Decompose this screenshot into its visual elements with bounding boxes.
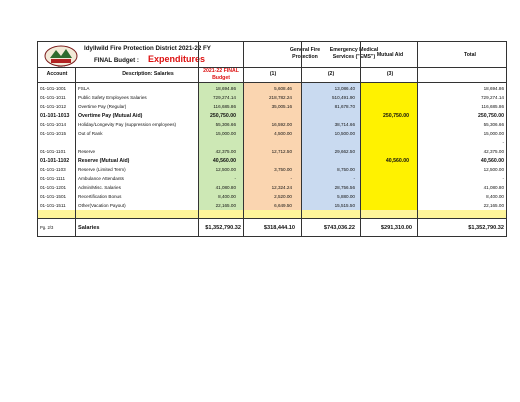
total-cell: 8,400.00 <box>486 193 504 199</box>
description-cell: Overtime Pay (Mutual Aid) <box>78 112 143 119</box>
account-cell: 01-101-1103 <box>40 166 66 172</box>
ems-cell: 13,086.40 <box>334 85 355 91</box>
general-fire-header: General Fire Protection <box>289 47 321 61</box>
ems-cell: 81,678.70 <box>334 103 355 109</box>
description-cell: Admin/Misc. Salaries <box>78 184 121 190</box>
org-title: Idyllwild Fire Protection District 2021-22 FY <box>84 45 211 52</box>
total-cell: - <box>502 175 504 181</box>
table-row <box>38 201 506 210</box>
mutual-total: $291,310.00 <box>380 225 412 231</box>
description-cell: Reserve <box>78 148 96 154</box>
ems-cell: - <box>353 175 355 181</box>
ems-cell: 10,500.00 <box>334 130 355 136</box>
account-header: Account <box>46 71 68 77</box>
total-header: Total <box>463 52 476 58</box>
final-budget-cell: 41,080.80 <box>215 184 236 190</box>
general-fire-cell: 218,782.24 <box>269 94 292 100</box>
total-cell: 250,750.00 <box>478 112 504 119</box>
total-cell: 40,560.00 <box>480 157 504 164</box>
total-cell: 116,685.86 <box>481 103 504 109</box>
total-cell: 729,274.14 <box>481 94 504 100</box>
account-cell: 01-101-1501 <box>40 193 67 199</box>
description-cell: Holiday/Longevity Pay (suppression employees) <box>78 121 177 127</box>
description-cell: FSLA <box>78 85 90 91</box>
ems-cell: 28,756.56 <box>334 184 355 190</box>
table-row <box>38 120 506 129</box>
table-row <box>38 192 506 201</box>
ems-header: Emergency Medical Services ("EMS") <box>329 47 379 61</box>
final-budget-cell: 40,560.00 <box>212 157 236 164</box>
final-budget-cell: 8,400.00 <box>218 193 236 199</box>
grand-total: $1,352,790.32 <box>468 225 504 231</box>
total-cell: 15,000.00 <box>483 130 504 136</box>
total-cell: 12,500.00 <box>483 166 504 172</box>
description-cell: Reserve (Limited Term) <box>78 166 126 172</box>
total-cell: - <box>502 139 504 145</box>
final-budget-cell: 15,000.00 <box>215 130 236 136</box>
ems-cell: 5,880.00 <box>337 193 355 199</box>
final-budget-cell: 729,274.14 <box>213 94 236 100</box>
svg-text:IFPD: IFPD <box>57 64 65 69</box>
ems-cell: 38,714.66 <box>334 121 355 127</box>
table-row <box>38 138 506 147</box>
ems-col-num: (2) <box>327 71 335 77</box>
account-cell: 01-101-1012 <box>40 103 67 109</box>
account-cell: 01-101-1011 <box>40 94 66 100</box>
table-row <box>38 111 506 120</box>
total-cell: 42,375.00 <box>483 148 504 154</box>
ems-cell: 29,662.50 <box>334 148 355 154</box>
final-budget-cell: 116,685.86 <box>213 103 236 109</box>
general-fire-cell: 6,649.50 <box>274 202 292 208</box>
total-cell: 18,694.86 <box>483 85 504 91</box>
final-budget-cell: 18,694.86 <box>215 85 236 91</box>
mutual-aid-col-num: (3) <box>386 71 394 77</box>
general-fire-cell: 5,608.46 <box>274 85 292 91</box>
mutual-aid-cell: 40,560.00 <box>385 157 409 164</box>
ems-cell: 510,491.90 <box>332 94 355 100</box>
mutual-aid-header: Mutual Aid <box>376 52 404 58</box>
expenditures-label: Expenditures <box>148 54 206 64</box>
general-fire-cell: 12,712.50 <box>271 148 292 154</box>
total-cell: 55,306.66 <box>483 121 504 127</box>
salaries-total-row <box>38 218 506 238</box>
table-row <box>38 129 506 138</box>
account-cell: 01-101-1111 <box>40 175 66 181</box>
description-cell: Public Safety Employees Salaries <box>78 94 147 100</box>
description-cell: Recertification Bonus <box>78 193 122 199</box>
budget-sheet <box>37 41 507 237</box>
total-cell: 22,165.00 <box>483 202 504 208</box>
final-budget-cell: 250,750.00 <box>210 112 236 119</box>
account-cell: 01-101-1014 <box>40 121 67 127</box>
district-logo-icon <box>42 44 80 69</box>
final-budget-cell: - <box>234 175 236 181</box>
account-cell: 01-101-1201 <box>40 184 67 190</box>
mutual-aid-cell: 250,750.00 <box>383 112 409 119</box>
final-budget-cell: 55,306.66 <box>215 121 236 127</box>
account-cell: 01-101-1102 <box>40 157 70 164</box>
description-header: Description: Salaries <box>122 71 174 77</box>
general-fire-cell: 12,324.24 <box>271 184 292 190</box>
ems-total: $743,036.22 <box>323 225 355 231</box>
final-budget-cell: 12,500.00 <box>215 166 236 172</box>
final-total: $1,352,790.32 <box>205 225 241 231</box>
account-cell: 01-101-1101 <box>40 148 66 154</box>
table-row <box>38 147 506 156</box>
table-row <box>38 165 506 174</box>
table-row <box>38 84 506 93</box>
table-row <box>38 183 506 192</box>
page-reference: Pg. 2/3 <box>40 225 54 230</box>
final-budget-label: FINAL Budget : <box>94 57 139 64</box>
description-cell: Other(Vacation Payout) <box>78 202 126 208</box>
description-cell: Ambulance Attendants <box>78 175 124 181</box>
general-fire-cell: 2,520.00 <box>274 193 292 199</box>
table-row <box>38 102 506 111</box>
ems-cell: 8,750.00 <box>337 166 355 172</box>
final-budget-cell: 22,165.00 <box>215 202 236 208</box>
salaries-total-label: Salaries <box>78 225 100 231</box>
description-cell: Overtime Pay (Regular) <box>78 103 127 109</box>
total-cell: 41,080.80 <box>483 184 504 190</box>
final-budget-cell: 42,375.00 <box>215 148 236 154</box>
general-fire-cell: 4,500.00 <box>274 130 292 136</box>
general-fire-cell: 35,005.16 <box>271 103 292 109</box>
description-cell: Out of Rank <box>78 130 103 136</box>
account-cell: 01-101-1015 <box>40 130 67 136</box>
columns-divider <box>38 82 506 83</box>
subtotal-strip <box>38 210 506 218</box>
final-budget-header: 2021-22 FINAL Budget <box>203 68 239 82</box>
ems-cell: 15,515.50 <box>334 202 355 208</box>
general-fire-cell: - <box>290 175 292 181</box>
account-cell: 01-101-1511 <box>40 202 66 208</box>
account-cell: 01-101-1001 <box>40 85 67 91</box>
account-cell: 01-101-1013 <box>40 112 70 119</box>
general-fire-cell: 16,592.00 <box>271 121 292 127</box>
general-fire-col-num: (1) <box>269 71 277 77</box>
description-cell: Reserve (Mutual Aid) <box>78 157 130 164</box>
general-fire-cell: 3,750.00 <box>274 166 292 172</box>
general-total: $318,444.10 <box>263 225 295 231</box>
table-row <box>38 93 506 102</box>
table-row <box>38 174 506 183</box>
table-row <box>38 156 506 165</box>
